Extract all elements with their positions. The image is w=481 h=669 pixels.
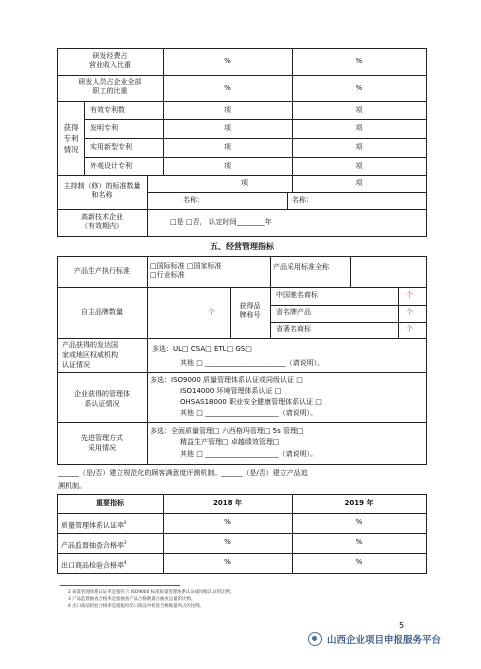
- mgmt-system-other[interactable]: 其他 □ _____________________（请说明）。: [180, 409, 318, 417]
- watermark-text: 山西企业项目申报服务平台: [327, 635, 442, 646]
- brands-title-label: 获得品 牌称号: [239, 302, 261, 319]
- patent-label-utility: 实用新型专利: [90, 143, 132, 151]
- adv-mgmt-options[interactable]: 多选：全面质量管理□ 六西格玛管理□ 5s 管理□: [150, 427, 304, 435]
- staff-ratio-2018[interactable]: %: [224, 84, 231, 92]
- rd-ratio-label: 研发经费占 营业收入比重: [89, 52, 131, 69]
- adv-mgmt-other[interactable]: 其他 □ _____________________（请说明）。: [180, 450, 318, 458]
- standards-name-2019[interactable]: 名称：: [292, 196, 313, 204]
- prod-standard-label: 产品生产执行标准: [74, 267, 130, 275]
- indicator-label-inspection: 产品监督抽查合格率$^3$: [61, 540, 127, 550]
- footnote-2: 2 质量管理体系认证率是指符合 ISO9000 标准质量管理体系认证或同级认证的比例。: [68, 590, 235, 595]
- page-number: 5: [399, 621, 405, 630]
- patent-label-valid: 有效专利数: [90, 106, 125, 114]
- patent-utility-2019[interactable]: 项: [355, 143, 363, 151]
- mgmt-system-label: 企业获得的管理体 系认证情况: [74, 390, 130, 408]
- brands-label: 自主品牌数量: [81, 308, 123, 316]
- rd-ratio-2019[interactable]: %: [355, 57, 363, 65]
- footnote-3: 3 产品监督抽查合格率是指抽查产品合格数量占抽查总量的比例。: [68, 597, 196, 602]
- indicator-header-2019: 2019 年: [344, 499, 374, 507]
- standards-count-2019[interactable]: 项: [355, 179, 363, 187]
- indicator-label-qms: 质量管理体系认证率$^2$: [61, 520, 127, 530]
- satisfaction-statement[interactable]: ______（是/否）建立规范化的顾客满意度评测机制。______（是/否）建立产品追: [58, 469, 308, 477]
- mgmt-system-iso14000[interactable]: ISO14000 环境管理体系认证 □: [180, 387, 282, 395]
- wechat-logo-icon: [308, 632, 322, 646]
- section-5-title: 五、经营管理指标: [210, 242, 274, 251]
- staff-ratio-2019[interactable]: %: [355, 84, 363, 92]
- standards-name-2018[interactable]: 名称：: [183, 196, 204, 204]
- indicator-label-export: 出口商品检验合格率$^4$: [61, 560, 127, 570]
- patent-invention-2018[interactable]: 项: [224, 124, 231, 132]
- prod-standard-fullname-label: 产品采用标准全称: [273, 263, 329, 271]
- rd-ratio-2018[interactable]: %: [224, 57, 231, 65]
- indicator-header-2018: 2018 年: [213, 499, 242, 507]
- standards-label: 主持制（修）的标准数量 和名称: [63, 182, 141, 199]
- patent-label-invention: 发明专利: [90, 124, 118, 132]
- indicator-qms-2018[interactable]: %: [224, 518, 231, 526]
- patent-valid-2018[interactable]: 项: [224, 106, 231, 114]
- standards-count-2018[interactable]: 项: [241, 179, 248, 187]
- satisfaction-statement-cont: 溯机制。: [58, 482, 86, 490]
- patents-group-label: 获得专利情况: [63, 123, 79, 154]
- patent-invention-2019[interactable]: 项: [355, 124, 363, 132]
- indicator-inspection-2019[interactable]: %: [355, 538, 363, 546]
- indicator-export-2019[interactable]: %: [355, 558, 363, 566]
- indicator-export-2018[interactable]: %: [224, 558, 231, 566]
- adv-mgmt-options-2[interactable]: 精益生产管理□ 卓越绩效管理□: [180, 438, 280, 446]
- brand-count-provincial-product[interactable]: 个: [406, 308, 413, 316]
- patent-label-design: 外观设计专利: [90, 162, 132, 170]
- patent-design-2019[interactable]: 项: [355, 162, 363, 170]
- patent-valid-2019[interactable]: 项: [355, 106, 363, 114]
- brand-count-provincial-mark[interactable]: 个: [406, 325, 413, 333]
- mgmt-system-ohsas[interactable]: OHSAS18000 职业安全健康管理体系认证 □: [180, 398, 322, 406]
- prod-standard-options[interactable]: □国际标准 □国家标准 □行业标准: [150, 262, 222, 279]
- brand-label-famous: 中国驰名商标: [276, 291, 318, 299]
- patent-design-2018[interactable]: 项: [224, 162, 231, 170]
- cert-options[interactable]: 多选：UL□ CSA□ ETL□ GS□: [152, 345, 252, 353]
- indicator-header-name: 重要指标: [96, 499, 124, 507]
- staff-ratio-label: 研发人员占企业全部 职工的比重: [78, 78, 142, 95]
- footnote-4: 4 出口商品检验合格率是指报检出口商品中检验合格数量所占的比例。: [68, 604, 204, 609]
- brand-label-provincial-mark: 省著名商标: [276, 325, 311, 333]
- hightech-options[interactable]: □是 □否， 认定时间________年: [170, 218, 272, 226]
- brands-count[interactable]: 个: [208, 308, 215, 316]
- adv-mgmt-label: 先进管理方式 采用情况: [81, 434, 123, 452]
- cert-label: 产品获得的发达国 家或地区权威机构 认证情况: [62, 341, 118, 369]
- indicator-qms-2019[interactable]: %: [355, 518, 363, 526]
- indicator-inspection-2018[interactable]: %: [224, 538, 231, 546]
- hightech-label: 高新技术企业 （有效期内）: [81, 213, 123, 230]
- mgmt-system-iso9000[interactable]: 多选：ISO9000 质量管理体系认证或同级认证 □: [150, 376, 303, 384]
- brand-label-provincial-product: 省名牌产品: [276, 308, 311, 316]
- cert-other[interactable]: 其他 □ _______________________（请说明）。: [180, 359, 325, 367]
- brand-count-famous[interactable]: 个: [406, 291, 413, 299]
- patent-utility-2018[interactable]: 项: [224, 143, 231, 151]
